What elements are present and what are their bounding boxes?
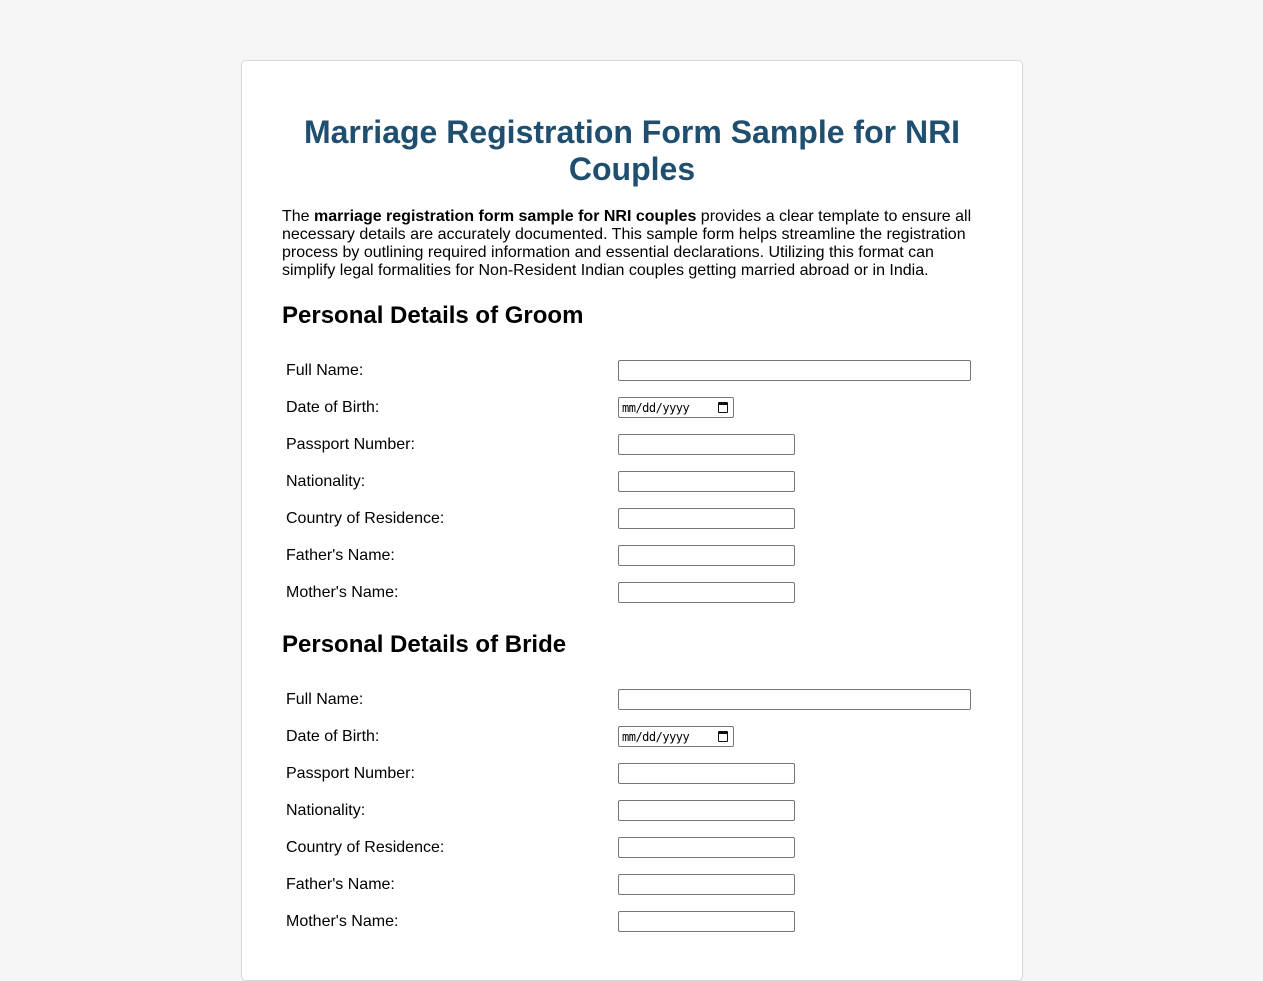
bride-form-table [282,681,982,940]
form-row [284,574,980,611]
bride-father-input[interactable] [618,874,795,895]
groom-full-name-label: Full Name: [286,361,364,379]
bride-father-label: Father's Name: [286,875,395,893]
intro-paragraph [282,208,982,280]
bride-dob-label: Date of Birth: [286,727,380,745]
form-row [284,500,980,537]
groom-heading: Personal Details of Groom [282,302,584,329]
calendar-icon[interactable] [718,402,728,413]
bride-residence-label: Country of Residence: [286,838,445,856]
intro-suffix: provides a clear template to ensure all necessary details are accurately documented. This sample form helps streamline the registration process by outlining required information and essential declarations. Utilizing this format can simplify legal formalities for Non-Resident Indian couples getting married abroad or in India. [282,208,972,279]
form-row [284,866,980,903]
bride-mother-label: Mother's Name: [286,912,399,930]
form-row [284,537,980,574]
intro-bold: marriage registration form sample for NRI couples [314,208,697,225]
groom-nationality-label: Nationality: [286,472,366,490]
bride-full-name-label: Full Name: [286,690,364,708]
intro-prefix: The [282,208,315,225]
form-row [284,352,980,389]
groom-mother-label: Mother's Name: [286,583,399,601]
form-row [284,426,980,463]
form-row [284,829,980,866]
groom-form-table [282,352,982,611]
form-row [284,792,980,829]
page-title: Marriage Registration Form Sample for NRI Couples [303,114,961,187]
form-row [284,463,980,500]
bride-mother-input[interactable] [618,911,795,932]
bride-nationality-input[interactable] [618,800,795,821]
bride-full-name-input[interactable] [618,689,971,710]
groom-father-label: Father's Name: [286,546,395,564]
bride-nationality-label: Nationality: [286,801,366,819]
calendar-icon[interactable] [718,731,728,742]
groom-passport-input[interactable] [618,434,795,455]
bride-section [282,631,982,940]
form-row [284,681,980,718]
form-row [284,389,980,426]
bride-heading: Personal Details of Bride [282,631,567,658]
form-card [241,60,1023,981]
bride-residence-input[interactable] [618,837,795,858]
bride-dob-input[interactable] [618,726,734,747]
date-placeholder: mm/dd/yyyy [622,729,690,744]
groom-dob-label: Date of Birth: [286,398,380,416]
groom-passport-label: Passport Number: [286,435,415,453]
groom-nationality-input[interactable] [618,471,795,492]
bride-passport-label: Passport Number: [286,764,415,782]
form-row [284,755,980,792]
groom-section [282,302,982,611]
groom-dob-input[interactable] [618,397,734,418]
form-row [284,718,980,755]
groom-residence-input[interactable] [618,508,795,529]
groom-residence-label: Country of Residence: [286,509,445,527]
form-row [284,903,980,940]
groom-full-name-input[interactable] [618,360,971,381]
groom-mother-input[interactable] [618,582,795,603]
groom-father-input[interactable] [618,545,795,566]
bride-passport-input[interactable] [618,763,795,784]
date-placeholder: mm/dd/yyyy [622,400,690,415]
